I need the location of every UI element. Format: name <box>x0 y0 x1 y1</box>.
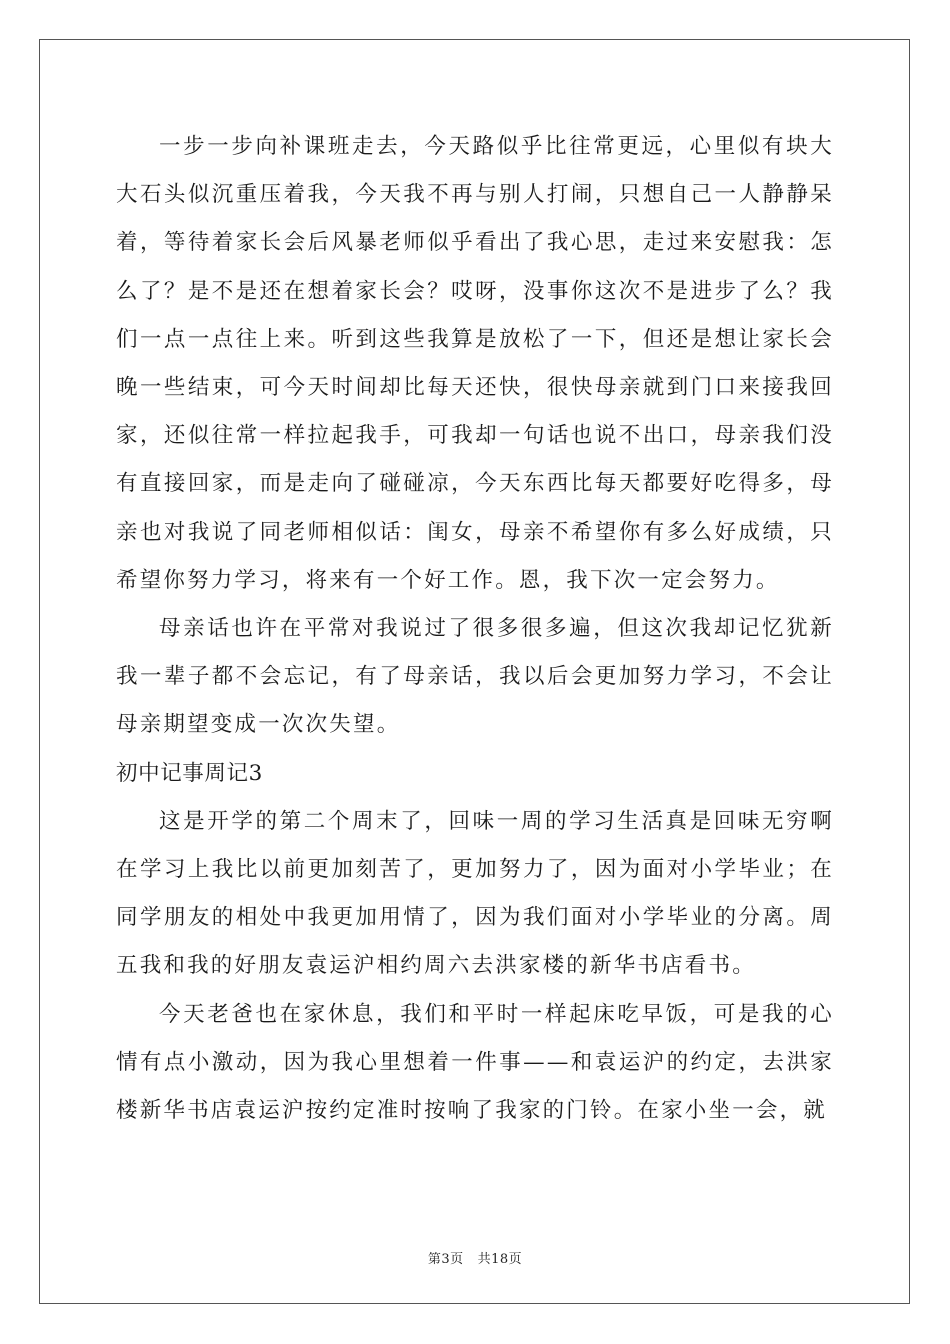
page-number: 第3页 <box>427 1252 464 1267</box>
paragraph: 母亲话也许在平常对我说过了很多很多遍，但这次我却记忆犹新我一辈子都不会忘记，有了母亲话，我以后会更加努力学习，不会让母亲期望变成一次次失望。 <box>116 616 834 738</box>
paragraph: 今天老爸也在家休息，我们和平时一样起床吃早饭，可是我的心情有点小激动，因为我心里想着一件事——和袁运沪的约定，去洪家楼新华书店袁运沪按约定准时按响了我家的门铃。在家小坐一会，就 <box>116 1001 834 1124</box>
section-heading: 初中记事周记3 <box>116 760 263 786</box>
paragraph: 这是开学的第二个周末了，回味一周的学习生活真是回味无穷啊在学习上我比以前更加刻苦了，更加努力了，因为面对小学毕业；在同学朋友的相处中我更加用情了，因为我们面对小学毕业的分离。周五我和我的好朋友袁运沪相约周六去洪家楼的新华书店看书。 <box>116 808 834 979</box>
page-total: 共18页 <box>477 1252 523 1267</box>
paragraph: 一步一步向补课班走去，今天路似乎比往常更远，心里似有块大大石头似沉重压着我，今天我不再与别人打闹，只想自己一人静静呆着，等待着家长会后风暴老师似乎看出了我心思，走过来安慰我：怎么了？是不是还在想着家长会？哎呀，没事你这次不是进步了么？我们一点一点往上来。听到这些我算是放松了一下，但还是想让家长会晚一些结束，可今天时间却比每天还快，很快母亲就到门口来接我回家，还似往常一样拉起我手，可我却一句话也说不出口，母亲我们没有直接回家，而是走向了碰碰凉，今天东西比每天都要好吃得多，母亲也对我说了同老师相似话：闺女，母亲不希望你有多么好成绩，只希望你努力学习，将来有一个好工作。恩，我下次一定会努力。 <box>116 134 834 593</box>
document-body <box>116 123 834 1135</box>
page-footer <box>0 1248 950 1267</box>
